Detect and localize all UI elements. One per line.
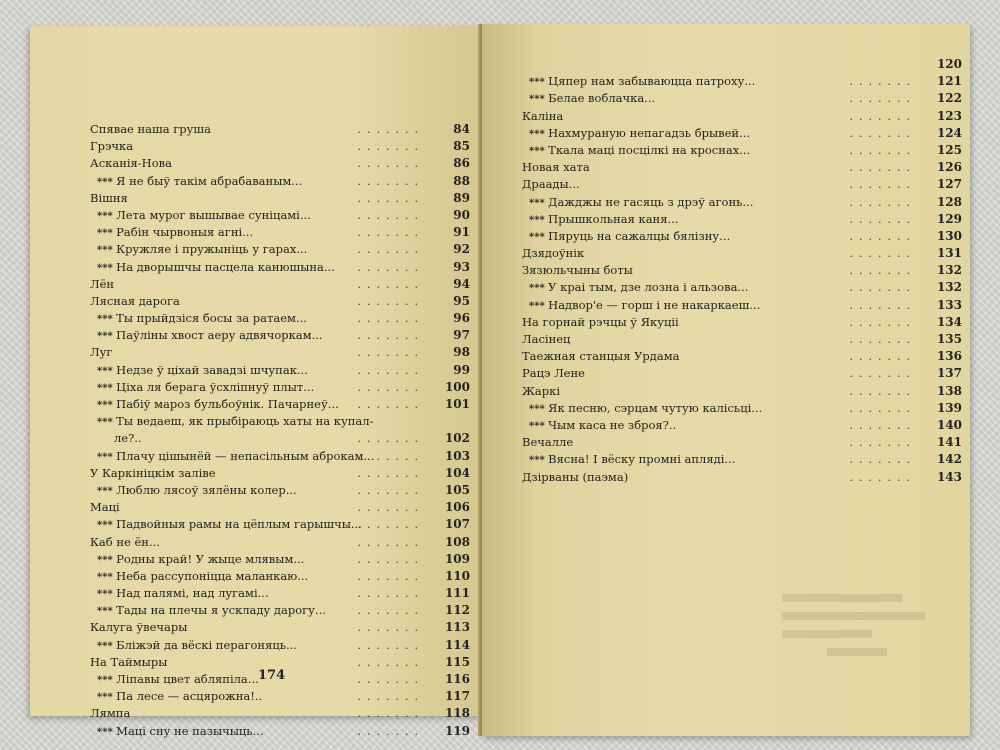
entry-title: Дзядоўнік (522, 246, 585, 261)
entry-title: Вечалле (522, 435, 574, 450)
leader-dots: ....... (849, 401, 916, 415)
entry-title: Дзірваны (паэма) (522, 469, 629, 484)
leader-dots: ....... (357, 157, 424, 171)
entry-title: Спявае наша груша (90, 122, 211, 136)
entry-page-number: 128 (936, 194, 962, 209)
entry-page-number: 122 (936, 91, 962, 106)
toc-entry (90, 276, 470, 293)
entry-title: *** Нахмураную непагадзь брывей... (529, 125, 750, 143)
entry-title: На горнай рэчцы ў Якуціі (522, 314, 679, 329)
leader-dots: ....... (357, 398, 424, 411)
leader-dots: ....... (849, 75, 916, 89)
entry-title: *** Тады на плечы я ускладу дарогу... (97, 602, 326, 620)
toc-entry (522, 314, 962, 331)
entry-page-number: 129 (936, 211, 962, 226)
leader-dots: ....... (357, 208, 424, 222)
entry-page-number: 136 (936, 349, 962, 364)
toc-entry (90, 568, 470, 585)
entry-page-number: 138 (936, 383, 962, 398)
leader-dots: ....... (357, 724, 424, 738)
entry-page-number: 111 (444, 586, 470, 601)
leader-dots: ....... (357, 466, 424, 480)
entry-title: Луг (90, 345, 113, 360)
leader-dots: ....... (357, 329, 424, 343)
entry-title: Маці (90, 500, 120, 515)
entry-page-number: 119 (444, 723, 470, 738)
leader-dots: ....... (357, 243, 424, 257)
toc-entry (90, 224, 470, 241)
entry-page-number: 143 (936, 469, 962, 484)
entry-page-number: 124 (936, 125, 962, 140)
entry-title: *** Над палямі, над лугамі... (97, 585, 269, 603)
entry-page-number: 116 (444, 672, 470, 686)
toc-entry (522, 176, 962, 193)
toc-entry (90, 190, 470, 207)
toc-entry (522, 279, 962, 296)
entry-page-number: 91 (453, 225, 470, 240)
leader-dots: ....... (849, 333, 916, 346)
leader-dots: ....... (849, 212, 916, 226)
left-contents-list (90, 121, 470, 740)
right-contents-list (522, 56, 962, 486)
entry-title: *** Люблю лясоў зялёны колер... (97, 482, 297, 500)
entry-title: *** Чым каса не зброя?.. (529, 417, 676, 435)
entry-page-number: 102 (444, 431, 470, 446)
entry-title: *** Плачу цішынёй — непасільным аброкам... (97, 448, 374, 466)
leader-dots: ....... (357, 638, 424, 652)
entry-title: Лямпа (90, 706, 131, 721)
entry-page-number: 133 (936, 297, 962, 312)
entry-page-number: 134 (936, 314, 962, 329)
toc-entry (522, 56, 962, 73)
right-page (482, 24, 970, 736)
toc-entry (522, 245, 962, 262)
entry-page-number: 123 (936, 108, 962, 123)
toc-entry (522, 142, 962, 159)
toc-entry (522, 400, 962, 417)
entry-title: Таежная станцыя Урдама (522, 349, 680, 364)
leader-dots: ....... (849, 92, 916, 106)
entry-title: *** Маці сну не пазычыць... (97, 723, 264, 741)
entry-title: Асканія-Нова (90, 156, 172, 171)
toc-entry (90, 499, 470, 516)
leader-dots: ....... (849, 264, 916, 278)
toc-entry (522, 348, 962, 365)
leader-dots: ....... (357, 432, 424, 446)
entry-title: Калуга ўвечары (90, 620, 188, 635)
leader-dots: ....... (357, 604, 424, 618)
entry-page-number: 135 (936, 332, 962, 346)
entry-title: *** Ты прыйдзіся босы за ратаем... (97, 310, 307, 328)
entry-page-number: 94 (453, 276, 470, 291)
toc-entry (90, 413, 470, 430)
toc-entry (90, 585, 470, 602)
entry-page-number: 142 (936, 452, 962, 467)
toc-entry (522, 383, 962, 400)
entry-title: *** Дажджы не гасяць з дрэў агонь... (529, 194, 753, 212)
toc-entry (90, 551, 470, 568)
leader-dots: ....... (357, 123, 424, 136)
entry-title: *** Пяруць на сажалцы бялізну... (529, 228, 730, 246)
entry-title: Каліна (522, 108, 564, 123)
leader-dots: ....... (849, 453, 916, 467)
leader-dots: ....... (357, 294, 424, 308)
entry-page-number: 140 (936, 417, 962, 432)
leader-dots: ....... (357, 226, 424, 240)
entry-page-number: 120 (936, 57, 962, 71)
entry-page-number: 137 (936, 366, 962, 381)
entry-title: *** Рабін чырвоныя агні... (97, 224, 253, 242)
entry-title: *** Пабіў мароз бульбоўнік. Пачарнеў... (97, 396, 339, 414)
entry-title: *** Ткала маці посцілкі на кроснах... (529, 142, 750, 160)
toc-entry (90, 379, 470, 396)
entry-page-number: 117 (444, 689, 470, 704)
entry-title: *** Як песню, сэрцам чутую калісьці... (529, 400, 762, 418)
leader-dots: ....... (357, 552, 424, 566)
entry-page-number: 93 (453, 259, 470, 274)
entry-page-number: 132 (936, 280, 962, 295)
leader-dots: ....... (849, 143, 916, 157)
leader-dots: ....... (357, 312, 424, 326)
toc-entry (522, 262, 962, 279)
entry-page-number: 130 (936, 228, 962, 243)
toc-entry (522, 211, 962, 228)
leader-dots: ....... (357, 380, 424, 394)
leader-dots: ....... (357, 346, 424, 360)
entry-page-number: 131 (936, 246, 962, 261)
entry-title: *** Родны край! У жыце млявым... (97, 551, 304, 569)
leader-dots: ....... (357, 569, 424, 583)
toc-entry (522, 108, 962, 125)
entry-title: Ласінец (522, 332, 571, 346)
entry-page-number: 97 (453, 328, 470, 343)
toc-entry (522, 125, 962, 142)
entry-page-number: 95 (453, 293, 470, 308)
entry-title: Грэчка (90, 139, 134, 154)
leader-dots: ....... (849, 195, 916, 209)
entry-title: *** Ціха ля берага ўсхліпнуў плыт... (97, 379, 314, 397)
toc-entry (522, 297, 962, 314)
toc-entry (90, 173, 470, 190)
entry-title: *** Недзе ў ціхай завадзі шчупак... (97, 362, 308, 380)
entry-title: Зязюльчыны боты (522, 263, 633, 278)
entry-page-number: 109 (444, 551, 470, 566)
toc-entry (90, 688, 470, 705)
leader-dots: ....... (357, 535, 424, 549)
entry-title: Лясная дарога (90, 293, 180, 308)
entry-page-number: 88 (453, 173, 470, 188)
entry-title: Жаркі (522, 383, 561, 398)
leader-dots: ....... (849, 470, 916, 484)
entry-title: Каб не ён... (90, 534, 160, 549)
entry-page-number: 99 (453, 362, 470, 377)
entry-page-number: 108 (444, 534, 470, 549)
leader-dots: ....... (849, 384, 916, 398)
entry-title: *** Лета мурог вышывае суніцамі... (97, 207, 311, 225)
toc-entry (90, 344, 470, 361)
entry-page-number: 114 (444, 637, 470, 652)
leader-dots: ....... (849, 350, 916, 364)
entry-title: На Таймыры (90, 654, 168, 669)
entry-page-number: 89 (453, 190, 470, 205)
toc-entry (522, 417, 962, 434)
entry-page-number: 106 (444, 500, 470, 515)
leader-dots: ....... (357, 707, 424, 721)
entry-page-number: 113 (444, 620, 470, 635)
toc-entry (90, 121, 470, 138)
entry-title: Лён (90, 276, 115, 291)
leader-dots: ....... (849, 126, 916, 140)
toc-entry (90, 207, 470, 224)
toc-entry (90, 637, 470, 654)
entry-title: *** Ліпавы цвет абляпіла... (97, 671, 259, 689)
toc-entry (90, 310, 470, 327)
toc-entry (90, 396, 470, 413)
entry-page-number: 100 (444, 379, 470, 394)
entry-page-number: 118 (444, 706, 470, 721)
entry-title: *** Надвор'е — горш і не накаркаеш... (529, 297, 760, 315)
leader-dots: ....... (357, 174, 424, 188)
leader-dots: ....... (849, 367, 916, 381)
toc-entry (90, 241, 470, 258)
entry-title: *** Белае воблачка... (529, 90, 655, 108)
entry-title: *** Цяпер нам забываюцца патроху... (529, 73, 755, 91)
toc-entry (90, 465, 470, 482)
toc-entry (90, 430, 470, 447)
entry-title: *** Па лесе — асцярожна!.. (97, 688, 262, 706)
toc-entry (522, 469, 962, 486)
entry-title: *** Я не быў такім абрабаваным... (97, 173, 302, 191)
leader-dots: ....... (357, 260, 424, 274)
entry-page-number: 127 (936, 177, 962, 192)
entry-page-number: 110 (444, 568, 470, 583)
toc-entry (90, 619, 470, 636)
entry-page-number: 139 (936, 400, 962, 415)
toc-entry (522, 73, 962, 90)
entry-title: У Каркініцкім заліве (90, 465, 216, 480)
leader-dots: ....... (357, 621, 424, 635)
leader-dots: ....... (357, 140, 424, 154)
toc-entry (90, 534, 470, 551)
leader-dots: ....... (849, 281, 916, 295)
leader-dots: ....... (357, 363, 424, 377)
leader-dots: ....... (849, 109, 916, 123)
toc-entry (522, 159, 962, 176)
leader-dots: ....... (357, 690, 424, 704)
leader-dots: ....... (357, 655, 424, 669)
entry-title: *** Паўліны хвост аеру адвячоркам... (97, 327, 323, 345)
toc-entry (90, 602, 470, 619)
entry-page-number: 105 (444, 482, 470, 497)
toc-entry (522, 451, 962, 468)
entry-title: *** Вясна! І вёску промні апляді... (529, 451, 735, 469)
entry-title: *** У краі тым, дзе лозна і альзова... (529, 279, 748, 297)
entry-page-number: 121 (936, 74, 962, 89)
toc-entry (90, 362, 470, 379)
leader-dots: ....... (357, 501, 424, 515)
entry-page-number: 112 (444, 603, 470, 618)
leader-dots: ....... (357, 587, 424, 601)
toc-entry (90, 327, 470, 344)
entry-title: *** Кружляе і пружыніць у гарах... (97, 241, 307, 259)
toc-entry (522, 434, 962, 451)
entry-page-number: 141 (936, 435, 962, 450)
bleed-through-text (782, 584, 932, 694)
toc-entry (90, 482, 470, 499)
toc-entry (90, 138, 470, 155)
toc-entry (90, 448, 470, 465)
leader-dots: ....... (357, 673, 424, 686)
toc-entry (90, 293, 470, 310)
leader-dots: ....... (849, 247, 916, 261)
leader-dots: ....... (849, 178, 916, 192)
toc-entry (522, 90, 962, 107)
leader-dots: ....... (849, 298, 916, 312)
entry-title: *** Неба рассупоніцца маланкаю... (97, 568, 308, 586)
page-number: 174 (258, 668, 286, 683)
leader-dots: ....... (357, 449, 424, 463)
entry-page-number: 92 (453, 242, 470, 257)
entry-title: *** Прышкольная каня... (529, 211, 678, 229)
entry-page-number: 84 (453, 122, 470, 136)
toc-entry (522, 194, 962, 211)
toc-entry (90, 155, 470, 172)
toc-entry (90, 705, 470, 722)
entry-page-number: 101 (444, 397, 470, 411)
entry-title: Вішня (90, 190, 128, 205)
entry-page-number: 96 (453, 311, 470, 326)
leader-dots: ....... (849, 161, 916, 175)
entry-title: *** Ты ведаеш, як прыбіраюць хаты на купал- (97, 413, 373, 431)
entry-page-number: 103 (444, 448, 470, 463)
entry-page-number: 115 (444, 654, 470, 669)
entry-page-number: 98 (453, 345, 470, 360)
entry-page-number: 90 (453, 207, 470, 222)
toc-entry (522, 365, 962, 382)
toc-entry (90, 259, 470, 276)
entry-page-number: 104 (444, 465, 470, 480)
leader-dots: ....... (357, 483, 424, 497)
entry-title: *** Бліжэй да вёскі перагоняць... (97, 637, 297, 655)
entry-page-number: 85 (453, 139, 470, 154)
leader-dots: ....... (849, 418, 916, 432)
entry-page-number: 126 (936, 160, 962, 175)
leader-dots: ....... (849, 229, 916, 243)
entry-title: Драады... (522, 177, 580, 192)
leader-dots: ....... (357, 518, 424, 532)
entry-title: Новая хата (522, 160, 590, 175)
entry-title: *** На дворышчы пасцела канюшына... (97, 259, 335, 277)
left-page (30, 26, 482, 738)
toc-entry (90, 516, 470, 533)
entry-page-number: 132 (936, 263, 962, 278)
toc-entry (522, 228, 962, 245)
entry-page-number: 125 (936, 142, 962, 157)
entry-page-number: 86 (453, 156, 470, 171)
toc-entry (90, 723, 470, 740)
toc-entry (522, 331, 962, 348)
leader-dots: ....... (357, 277, 424, 291)
entry-title: Рацэ Лене (522, 366, 585, 381)
leader-dots: ....... (849, 436, 916, 450)
entry-title: ле?.. (114, 431, 142, 446)
leader-dots: ....... (357, 191, 424, 205)
leader-dots: ....... (849, 315, 916, 329)
entry-page-number: 107 (444, 517, 470, 532)
entry-title: *** Падвойныя рамы на цёплым гарышчы... (97, 516, 362, 534)
